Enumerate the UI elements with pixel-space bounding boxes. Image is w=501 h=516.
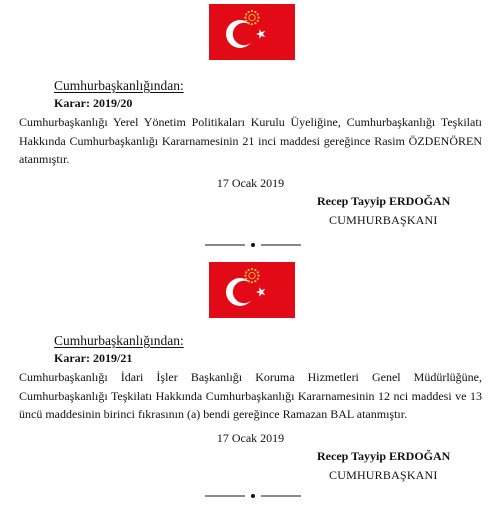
- authority-heading: Cumhurbaşkanlığından:: [54, 78, 184, 93]
- section-divider: [205, 241, 301, 249]
- signer-name: Recep Tayyip ERDOĞAN: [317, 194, 451, 208]
- decree-2019-21: [0, 260, 501, 516]
- authority-heading: Cumhurbaşkanlığından:: [54, 333, 184, 348]
- signer-name: Recep Tayyip ERDOĞAN: [317, 449, 451, 463]
- decision-number: Karar: 2019/21: [54, 351, 133, 365]
- section-divider: [205, 492, 301, 500]
- decision-number: Karar: 2019/20: [54, 96, 133, 110]
- decree-2019-20: [0, 0, 501, 256]
- turkish-flag-emblem: [209, 4, 295, 60]
- signer-title: CUMHURBAŞKANI: [329, 468, 438, 482]
- signer-title: CUMHURBAŞKANI: [329, 213, 438, 227]
- decree-body-text: Cumhurbaşkanlığı İdari İşler Başkanlığı Koruma Hizmetleri Genel Müdürlüğüne, Cumhurbaşkanlığı Teşkilatı Hakkında Cumhurbaşkanlığı Kararnamesinin 12 nci maddesi ve 13 üncü maddesinin birinci fıkrasının (a) bendi gereğince Ramazan BAL atanmıştır.: [19, 370, 482, 421]
- turkish-flag-emblem: [209, 262, 295, 318]
- decree-body-text: Cumhurbaşkanlığı Yerel Yönetim Politikaları Kurulu Üyeliğine, Cumhurbaşkanlığı Teşkilatı Hakkında Cumhurbaşkanlığı Kararnamesinin 21 inci maddesi gereğince Rasim ÖZDENÖREN atanmıştır.: [19, 115, 482, 166]
- decree-date: 17 Ocak 2019: [216, 176, 285, 190]
- decree-date: 17 Ocak 2019: [216, 431, 285, 445]
